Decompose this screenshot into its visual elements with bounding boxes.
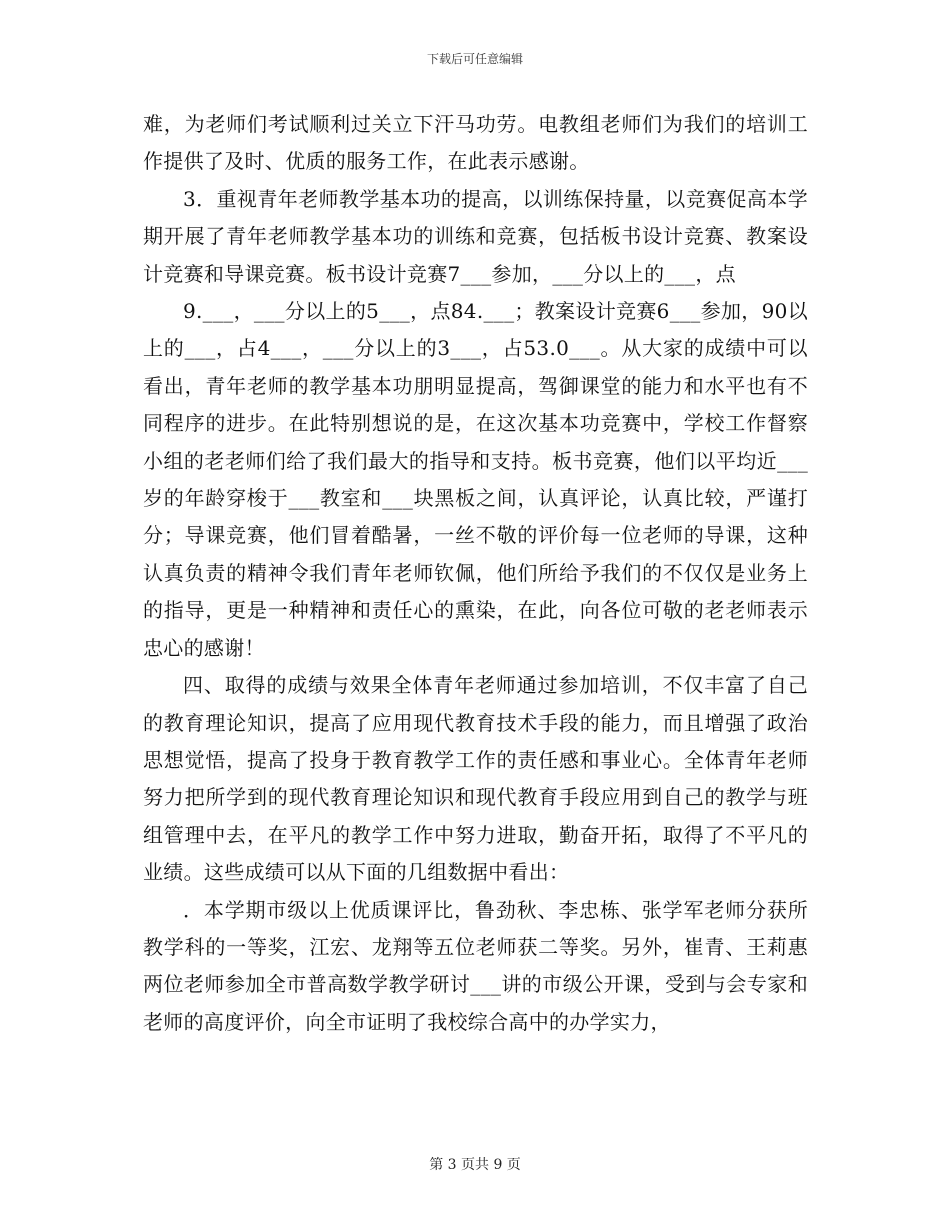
page-number: 第 3 页共 9 页 — [429, 1157, 521, 1173]
paragraph-awards: ．本学期市级以上优质课评比，鲁劲秋、李忠栋、张学军老师分获所教学科的一等奖，江宏、龙翔等五位老师获二等奖。另外，崔青、王莉惠两位老师参加全市普高数学教学研讨___讲的市级公开课，受到与会专家和老师的高度评价，向全市证明了我校综合高中的办学实力， — [143, 897, 808, 1034]
paragraph-item-3: 3．重视青年老师教学基本功的提高，以训练保持量，以竞赛促高本学期开展了青年老师教学基本功的训练和竞赛，包括板书设计竞赛、教案设计竞赛和导课竞赛。板书设计竞赛7___参加，___分以上的___，点 — [143, 186, 808, 286]
paragraph-section-4: 四、取得的成绩与效果全体青年老师通过参加培训，不仅丰富了自己的教育理论知识，提高了应用现代教育技术手段的能力，而且增强了政治思想觉悟，提高了投身于教育教学工作的责任感和事业心。全体青年老师努力把所学到的现代教育理论知识和现代教育手段应用到自己的教学与班组管理中去，在平凡的教学工作中努力进取，勤奋开拓，取得了不平凡的业绩。这些成绩可以从下面的几组数据中看出： — [143, 673, 808, 885]
paragraph-continuation: 难，为老师们考试顺利过关立下汗马功劳。电教组老师们为我们的培训工作提供了及时、优质的服务工作，在此表示感谢。 — [143, 112, 808, 174]
paragraph-competition-results: 9.___，___分以上的5___，点84.___；教案设计竞赛6___参加，90以上的___，占4___，___分以上的3___，占53.0___。从大家的成绩中可以看出，青年老师的教学基本功朋明显提高，驾御课堂的能力和水平也有不同程序的进步。在此特别想说的是，在这次基本功竞赛中，学校工作督察小组的老老师们给了我们最大的指导和支持。板书竞赛，他们以平均近___岁的年龄穿梭于___教室和___块黑板之间，认真评论，认真比较，严谨打分；导课竞赛，他们冒着酷暑，一丝不敬的评价每一位老师的导课，这种认真负责的精神令我们青年老师钦佩，他们所给予我们的不仅仅是业务上的指导，更是一种精神和责任心的熏染，在此，向各位可敬的老老师表示忠心的感谢！ — [143, 299, 808, 660]
page-header: 下载后可任意编辑 — [426, 52, 523, 66]
document-body — [143, 106, 808, 1041]
